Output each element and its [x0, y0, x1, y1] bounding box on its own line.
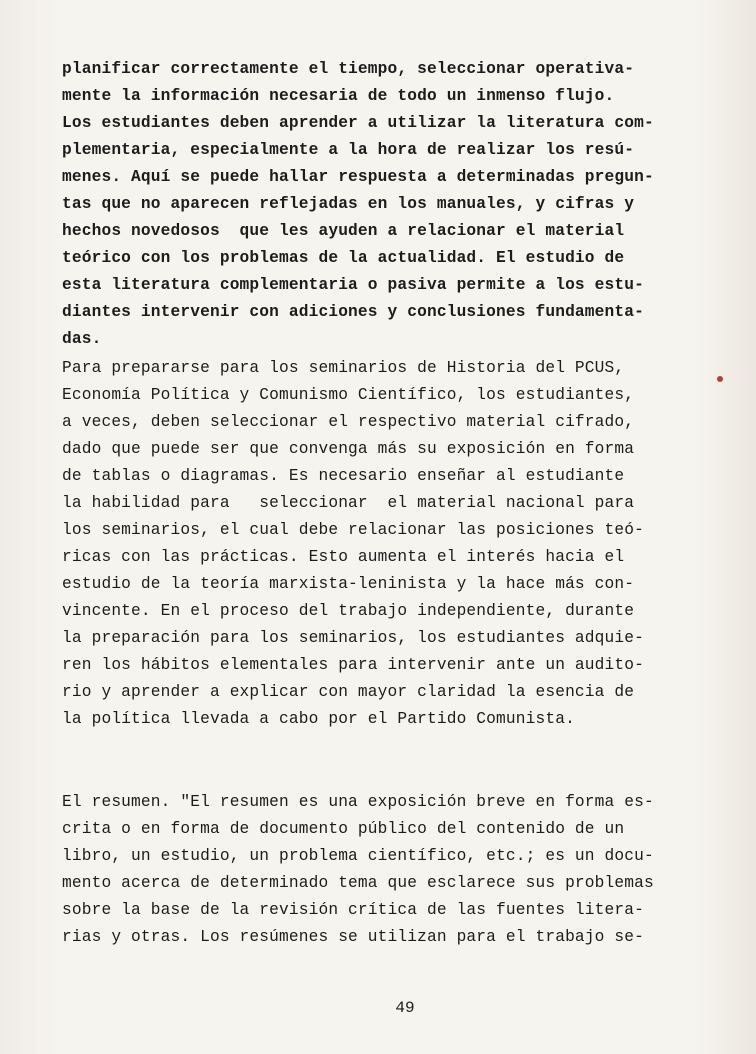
text-line: mente la información necesaria de todo un inmenso flujo.: [62, 87, 615, 105]
text-line: diantes intervenir con adiciones y conclusiones fundamenta-: [62, 303, 644, 321]
paragraph-3: [62, 789, 746, 951]
text-line: de tablas o diagramas. Es necesario enseñar al estudiante: [62, 467, 625, 485]
text-line: crita o en forma de documento público del contenido de un: [62, 820, 625, 838]
text-line: sobre la base de la revisión crítica de las fuentes litera-: [62, 901, 644, 919]
text-line: esta literatura complementaria o pasiva permite a los estu-: [62, 276, 644, 294]
text-line: Economía Política y Comunismo Científico, los estudiantes,: [62, 386, 635, 404]
text-line: menes. Aquí se puede hallar respuesta a determinadas pregun-: [62, 168, 654, 186]
text-line: la política llevada a cabo por el Partido Comunista.: [62, 710, 575, 728]
text-line: planificar correctamente el tiempo, seleccionar operativa-: [62, 60, 635, 78]
text-line: estudio de la teoría marxista-leninista y la hace más con-: [62, 575, 635, 593]
text-line: das.: [62, 330, 102, 348]
text-line: rias y otras. Los resúmenes se utilizan para el trabajo se-: [62, 928, 644, 946]
text-line: vincente. En el proceso del trabajo independiente, durante: [62, 602, 635, 620]
text-line: rio y aprender a explicar con mayor claridad la esencia de: [62, 683, 635, 701]
paragraph-2: [62, 355, 746, 733]
text-line: dado que puede ser que convenga más su exposición en forma: [62, 440, 635, 458]
text-line: ren los hábitos elementales para intervenir ante un audito-: [62, 656, 644, 674]
text-line: la preparación para los seminarios, los estudiantes adquie-: [62, 629, 644, 647]
text-line: la habilidad para seleccionar el material nacional para: [62, 494, 635, 512]
text-line: plementaria, especialmente a la hora de realizar los resú-: [62, 141, 635, 159]
text-line: Para prepararse para los seminarios de Historia del PCUS,: [62, 359, 625, 377]
page-number: 49: [395, 999, 415, 1017]
show-through-texture: ﾠ ﾠ: [730, 26, 746, 96]
text-line: ricas con las prácticas. Esto aumenta el interés hacia el: [62, 548, 625, 566]
text-line: los seminarios, el cual debe relacionar las posiciones teó-: [62, 521, 644, 539]
paragraph-1: [62, 56, 746, 353]
text-line: El resumen. "El resumen es una exposición breve en forma es-: [62, 793, 654, 811]
text-line: libro, un estudio, un problema científico, etc.; es un docu-: [62, 847, 654, 865]
text-line: hechos novedosos que les ayuden a relacionar el material: [62, 222, 625, 240]
text-line: tas que no aparecen reflejadas en los manuales, y cifras y: [62, 195, 635, 213]
text-line: a veces, deben seleccionar el respectivo material cifrado,: [62, 413, 635, 431]
text-line: teórico con los problemas de la actualidad. El estudio de: [62, 249, 625, 267]
text-line: mento acerca de determinado tema que esclarece sus problemas: [62, 874, 654, 892]
text-line: Los estudiantes deben aprender a utilizar la literatura com-: [62, 114, 654, 132]
